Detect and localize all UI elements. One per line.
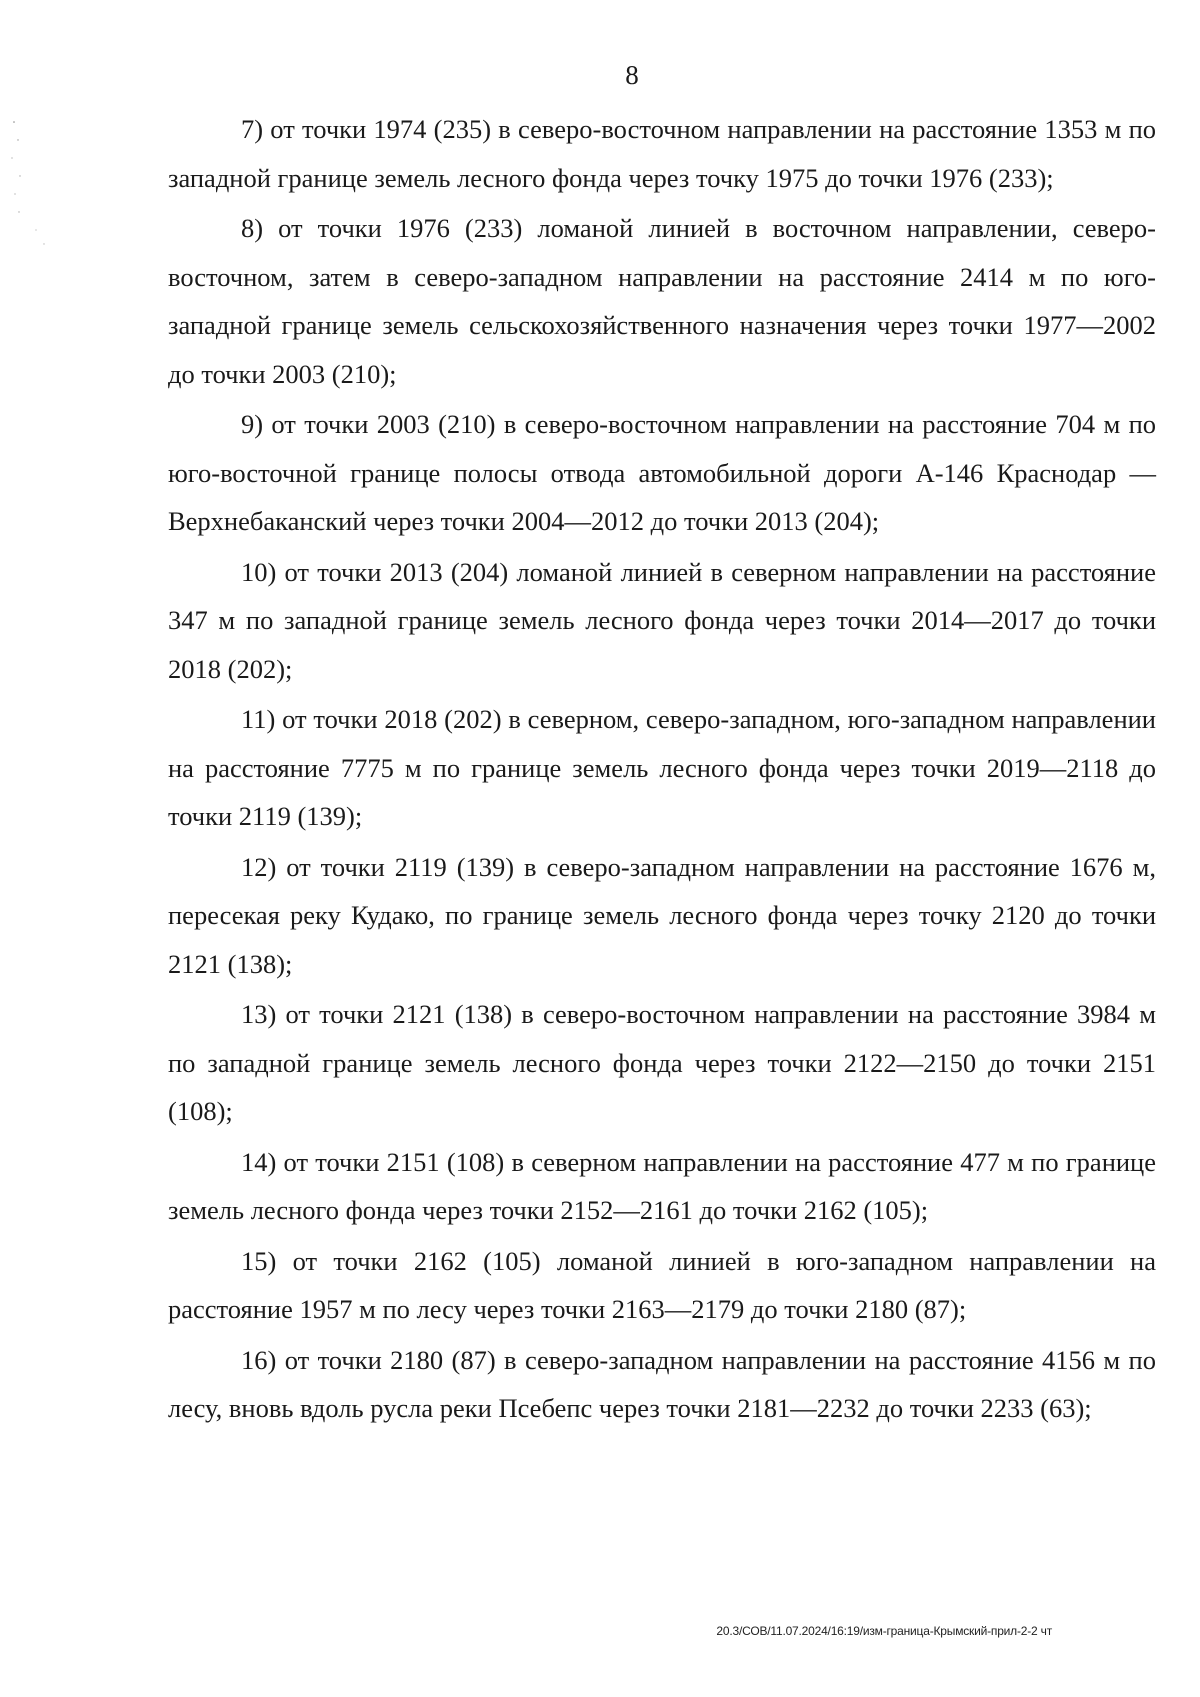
paragraph-9: 9) от точки 2003 (210) в северо-восточном направлении на расстояние 704 м по юго-восточной границе полосы отвода автомобильной дороги А-146 Краснодар — Верхнебаканский через точки 2004—2012 до точки 2013 (204); — [168, 409, 1156, 536]
paragraph-10: 10) от точки 2013 (204) ломаной линией в северном направлении на расстояние 347 м по западной границе земель лесного фонда через точки 2014—2017 до точки 2018 (202); — [168, 556, 1156, 684]
paragraph-15: 15) от точки 2162 (105) ломаной линией в юго-западном направлении на расстояние 1957 м по лесу через точки 2163—2179 до точки 2180 (87); — [168, 1245, 1156, 1324]
paragraph-16: 16) от точки 2180 (87) в северо-западном направлении на расстояние 4156 м по лесу, вновь вдоль русла реки Псебепс через точки 2181—2232 до точки 2233 (63); — [168, 1344, 1156, 1423]
paragraph-13: 13) от точки 2121 (138) в северо-восточном направлении на расстояние 3984 м по западной границе земель лесного фонда через точки 2122—2150 до точки 2151 (108); — [168, 999, 1156, 1126]
paragraph-12: 12) от точки 2119 (139) в северо-западном направлении на расстояние 1676 м, пересекая реку Кудако, по границе земель лесного фонда через точку 2120 до точки 2121 (138); — [168, 851, 1156, 979]
document-body — [168, 105, 1156, 1435]
document-footer-code: 20.3/СОВ/11.07.2024/16:19/изм-граница-Крымский-прил-2-2 чт — [716, 1624, 1052, 1638]
paragraph-14: 14) от точки 2151 (108) в северном направлении на расстояние 477 м по границе земель лесного фонда через точки 2152—2161 до точки 2162 (105); — [168, 1146, 1156, 1225]
scan-specks — [6, 118, 56, 268]
paragraph-8: 8) от точки 1976 (233) ломаной линией в восточном направлении, северо-восточном, затем в северо-западном направлении на расстояние 2414 м по юго-западной границе земель сельскохозяйственного назначения через точки 1977—2002 до точки 2003 (210); — [168, 213, 1156, 389]
paragraph-7: 7) от точки 1974 (235) в северо-восточном направлении на расстояние 1353 м по западной границе земель лесного фонда через точку 1975 до точки 1976 (233); — [168, 114, 1156, 193]
paragraph-11: 11) от точки 2018 (202) в северном, северо-западном, юго-западном направлении на расстояние 7775 м по границе земель лесного фонда через точки 2019—2118 до точки 2119 (139); — [168, 704, 1156, 831]
page-number: 8 — [625, 60, 639, 90]
